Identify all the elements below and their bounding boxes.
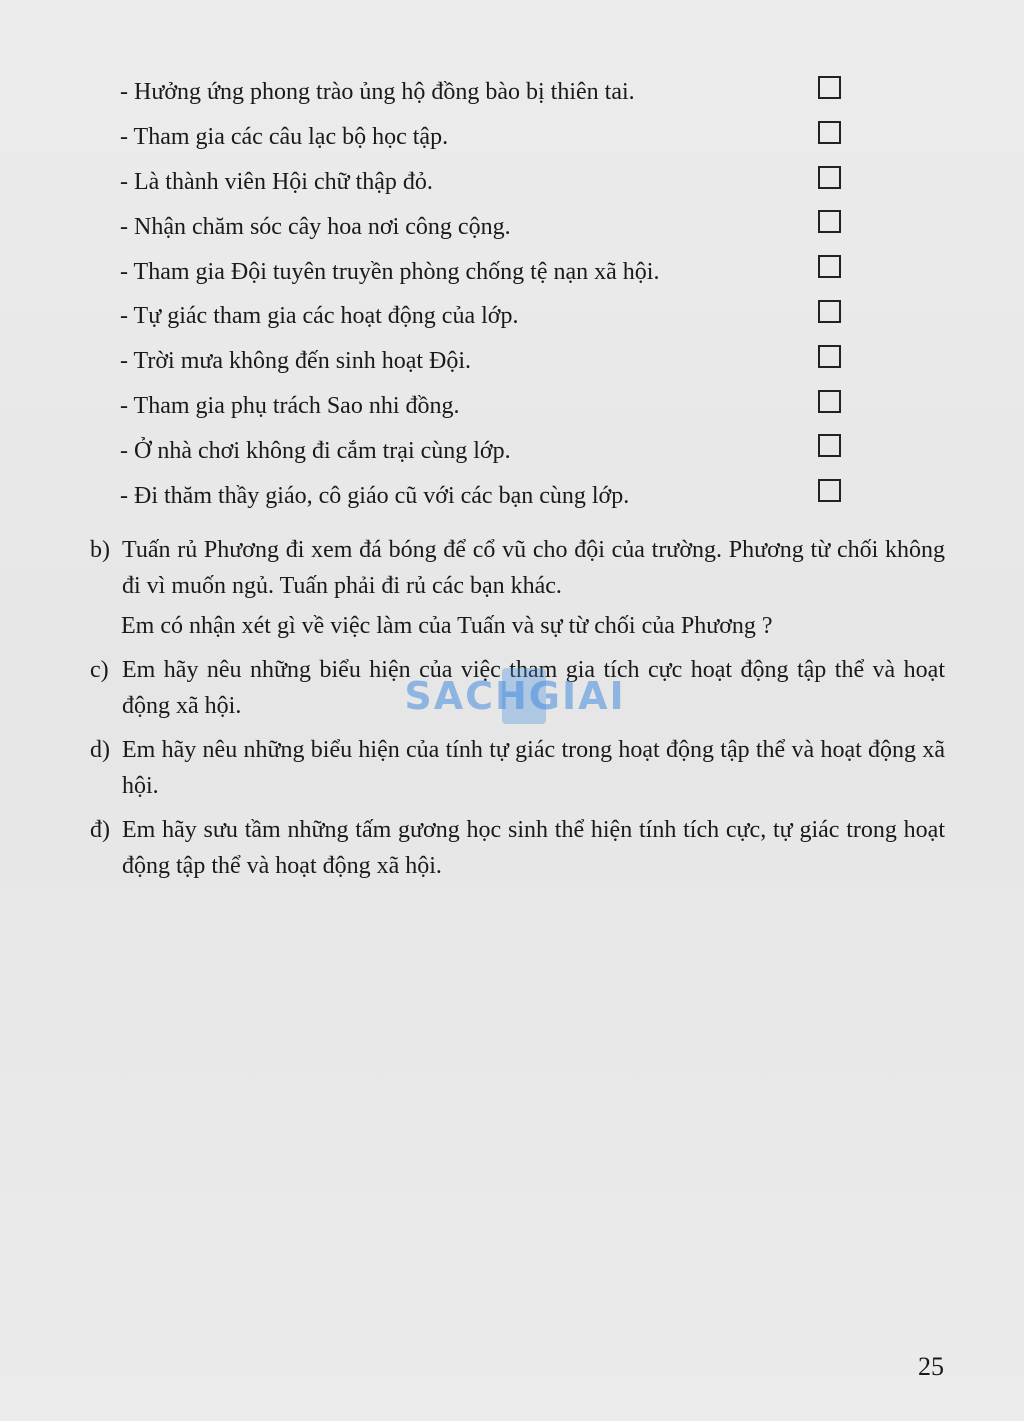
checkbox[interactable]: [818, 434, 841, 457]
checklist-item-text: - Trời mưa không đến sinh hoạt Đội.: [120, 348, 472, 375]
checklist-item: [120, 160, 850, 205]
checklist-item-text: - Tự giác tham gia các hoạt động của lớp.: [120, 303, 519, 330]
checklist-item-text: - Ở nhà chơi không đi cắm trại cùng lớp.: [120, 437, 511, 464]
checkbox[interactable]: [818, 390, 841, 413]
checklist-item-text: - Tham gia các câu lạc bộ học tập.: [120, 124, 449, 151]
checklist-item: [120, 384, 850, 429]
page-number: 25: [918, 1352, 944, 1381]
question-prompt: Em có nhận xét gì về việc làm của Tuấn và sự từ chối của Phương ?: [121, 613, 773, 639]
question-text: Em hãy sưu tầm những tấm gương học sinh thể hiện tính tích cực, tự giác trong hoạt động tập thể và hoạt động xã hội.: [122, 817, 945, 879]
checklist-item: [120, 115, 850, 160]
checklist-item: [120, 204, 850, 249]
checklist-item-text: - Nhận chăm sóc cây hoa nơi công cộng.: [120, 213, 511, 240]
checklist-item: [120, 339, 850, 384]
question-dd: [90, 812, 945, 884]
checklist-item: [120, 249, 850, 294]
question-d: [90, 732, 945, 804]
question-label: b): [90, 537, 110, 563]
checklist-item: [120, 428, 850, 473]
checkbox[interactable]: [818, 210, 841, 233]
question-label: c): [90, 657, 109, 683]
checklist-item: [120, 294, 850, 339]
question-label: đ): [90, 817, 110, 843]
checklist-item-text: - Hưởng ứng phong trào ủng hộ đồng bào bị thiên tai.: [120, 79, 635, 106]
checkbox[interactable]: [818, 76, 841, 99]
checkbox[interactable]: [818, 300, 841, 323]
question-list: [90, 532, 945, 892]
checklist: [120, 70, 850, 518]
checklist-item-text: - Tham gia phụ trách Sao nhi đồng.: [120, 392, 460, 419]
checklist-item: [120, 473, 850, 518]
question-c: [90, 652, 945, 724]
question-text: Tuấn rủ Phương đi xem đá bóng để cổ vũ cho đội của trường. Phương từ chối không đi vì muốn ngủ. Tuấn phải đi rủ các bạn khác.: [122, 537, 945, 599]
checkbox[interactable]: [818, 345, 841, 368]
question-text: Em hãy nêu những biểu hiện của việc tham gia tích cực hoạt động tập thể và hoạt động xã hội.: [122, 657, 945, 719]
checkbox[interactable]: [818, 121, 841, 144]
checklist-item-text: - Là thành viên Hội chữ thập đỏ.: [120, 168, 433, 195]
checkbox[interactable]: [818, 166, 841, 189]
question-text: Em hãy nêu những biểu hiện của tính tự giác trong hoạt động tập thể và hoạt động xã hội.: [122, 737, 945, 799]
checklist-item-text: - Tham gia Đội tuyên truyền phòng chống tệ nạn xã hội.: [120, 258, 660, 285]
watermark-text: SACHGIAI: [404, 674, 626, 718]
checklist-item: [120, 70, 850, 115]
checkbox[interactable]: [818, 255, 841, 278]
question-label: d): [90, 737, 110, 763]
checkbox[interactable]: [818, 479, 841, 502]
question-b: [90, 532, 945, 644]
checklist-item-text: - Đi thăm thầy giáo, cô giáo cũ với các bạn cùng lớp.: [120, 482, 630, 509]
